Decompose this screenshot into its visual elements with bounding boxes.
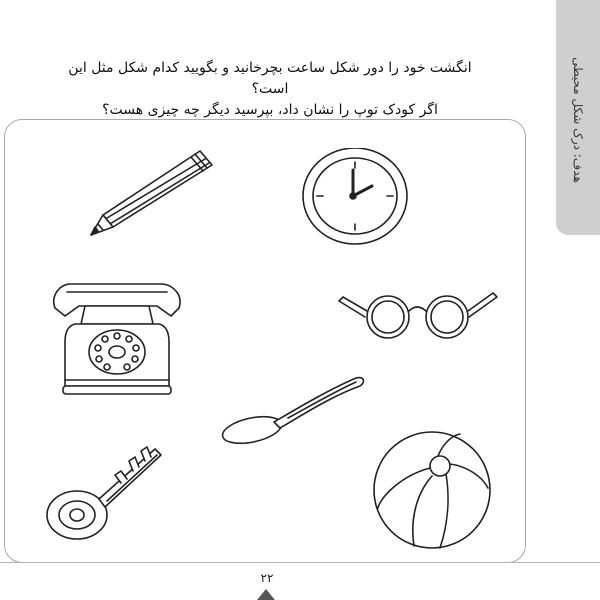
telephone-icon	[45, 280, 190, 400]
sidebar-goal-label: هدف: درک شکل محیطی	[571, 57, 585, 183]
glasses-icon	[335, 285, 500, 345]
instruction-line-1: انگشت خود را دور شکل ساعت بچرخانید و بگویید کدام شکل مثل این است؟	[68, 60, 472, 97]
instruction-line-2: اگر کودک توپ را نشان داد، بپرسید دیگر چه چیزی هست؟	[102, 102, 438, 118]
instructions	[60, 58, 480, 121]
footer-divider	[0, 562, 600, 563]
page-arrow-icon	[257, 589, 275, 600]
key-icon	[45, 435, 170, 545]
ball-icon	[370, 428, 495, 553]
clock-icon	[300, 148, 410, 248]
page-number: ۲۲	[260, 571, 274, 585]
spoon-icon	[218, 370, 368, 450]
sidebar-tab	[556, 0, 600, 235]
pencil-icon	[85, 145, 220, 240]
